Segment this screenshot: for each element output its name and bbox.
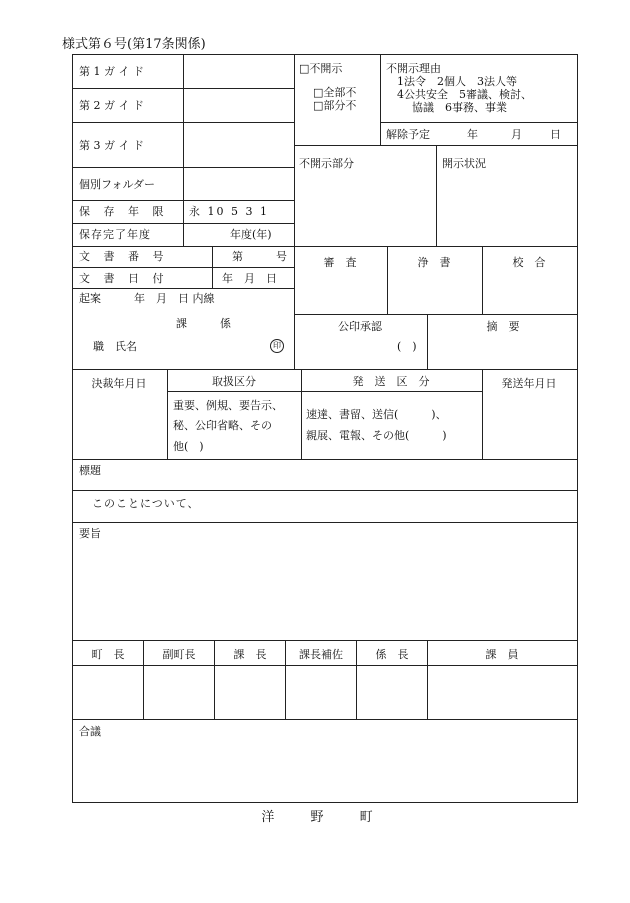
divider-review1 [387,246,388,314]
retention-end-value: 年度(年) [230,228,272,241]
guide1-label: 第 1 ガ イ ド [79,65,144,78]
public-seal-label: 公印承認 [338,320,382,333]
line-dispatch-header [167,391,482,392]
draft-label: 起案 年 月 日 内線 [79,292,215,305]
frame-top [72,54,578,55]
frame-right [577,54,578,803]
reason-line1: 1法令 2個人 3法人等 [397,75,517,88]
doc-date-value: 年 月 日 [222,272,277,285]
divider-dispatch3 [482,369,483,459]
divider-review2 [482,246,483,314]
line-gist [72,640,578,641]
release-year: 年 [467,128,478,141]
title-label: 標題 [79,464,101,477]
divider-left-main [294,54,295,369]
reason-line2: 4公共安全 5審議、検討、 [397,88,532,101]
name-label: 職 氏名 [93,340,137,353]
frame-bottom [72,802,578,803]
send-class-label: 発 送 区 分 [352,375,430,388]
approver-assistant-chief: 課長補佐 [299,648,343,661]
divider-dispatch1 [167,369,168,459]
full-non-checkbox[interactable]: □全部不 [313,86,357,99]
line-g2 [72,122,294,123]
guide2-label: 第 2 ガ イ ド [79,99,144,112]
reason-title: 不開示理由 [386,62,441,75]
section-label: 課 係 [176,317,231,330]
divider-appr5 [427,640,428,719]
divider-appr2 [214,640,215,719]
divider-seal-summary [427,314,428,369]
retention-end-label: 保存完了年度 [79,228,151,241]
disclosure-status-label: 開示状況 [442,157,486,170]
send-date-label: 発送年月日 [501,377,557,390]
divider-disclosure [380,54,381,145]
send-opts-2: 親展、電報、その他( ) [306,429,447,442]
handling-class-label: 取扱区分 [212,375,256,388]
line-dispatch-bottom [72,459,578,460]
send-opts-1: 速達、書留、送信( )、 [306,408,447,421]
inspection-label: 審 査 [323,256,357,269]
partial-non-checkbox[interactable]: □部分不 [313,99,357,112]
line-title [72,490,578,491]
line-docdate [72,288,294,289]
handling-opts-2: 秘、公印省略、その [173,419,272,432]
non-disclosed-part-label: 不開示部分 [299,157,354,170]
line-dispatch-top [72,369,578,370]
guide3-label: 第 3 ガ イ ド [79,139,144,152]
line-approver-header [72,665,578,666]
approver-section-chief: 課 長 [233,648,267,661]
approver-mayor: 町 長 [91,648,125,661]
footer-town-name: 洋 野 町 [261,810,389,825]
consult-label: 合議 [79,725,101,738]
approver-deputy-mayor: 副町長 [162,648,196,661]
proofreading-label: 校 合 [512,256,546,269]
release-label: 解除予定 [386,128,430,141]
form-code: 様式第６号(第17条関係) [62,37,206,52]
handling-opts-3: 他( ) [173,440,204,453]
divider-nondisclosed [436,145,437,246]
public-seal-paren: ( ) [397,340,417,353]
divider-dispatch2 [301,369,302,459]
line-review [294,314,578,315]
decision-date-label: 決裁年月日 [91,377,147,390]
line-g3 [72,167,294,168]
release-day: 日 [550,128,561,141]
approver-unit-chief: 係 長 [375,648,409,661]
release-month: 月 [511,128,522,141]
gist-label: 要旨 [79,527,101,540]
line-docnum [72,267,294,268]
divider-appr3 [285,640,286,719]
doc-number-value: 第 号 [232,250,287,263]
folder-label: 個別フォルダー [79,178,156,191]
retention-period-value: 永 10 5 3 1 [189,205,269,218]
approver-staff: 課 員 [485,648,519,661]
clean-copy-label: 浄 書 [417,256,451,269]
non-disclosure-checkbox[interactable]: □不開示 [299,62,343,75]
handling-opts-1: 重要、例規、要告示、 [173,399,283,412]
seal-icon: 印 [270,339,284,353]
line-retention [72,223,294,224]
line-title-text [72,522,578,523]
doc-date-label: 文 書 日 付 [79,272,169,285]
line-approver-bottom [72,719,578,720]
line-g1 [72,88,294,89]
divider-appr1 [143,640,144,719]
divider-appr4 [356,640,357,719]
title-text[interactable]: このことについて、 [92,497,200,510]
doc-number-label: 文 書 番 号 [79,250,169,263]
divider-left-label [183,54,184,246]
retention-period-label: 保 存 年 限 [79,205,169,218]
summary-label: 摘 要 [486,320,520,333]
line-retention-end [72,246,578,247]
line-folder [72,200,294,201]
reason-line3: 協議 6事務、事業 [412,101,507,114]
line-release [380,122,578,123]
